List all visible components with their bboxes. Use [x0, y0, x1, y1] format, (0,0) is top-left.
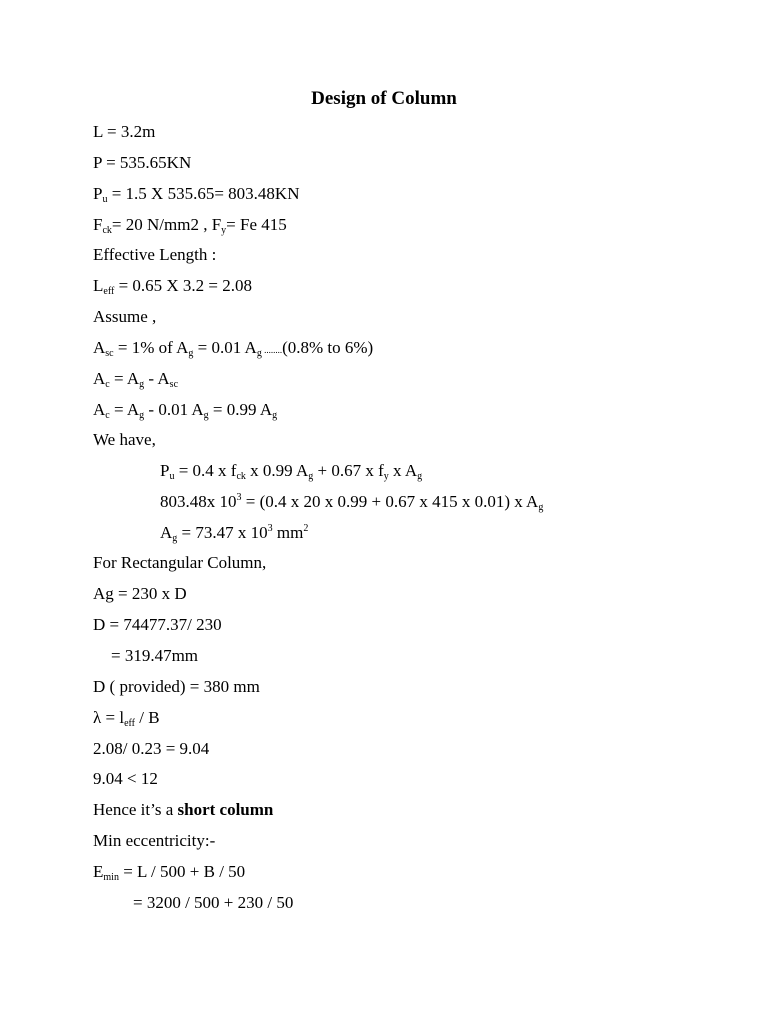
slenderness-line: $\lambda = l_{eff} / B$: [93, 708, 160, 729]
ultimate-load-line: $P_u = 1.5$ X 535.65= 803.48KN: [93, 184, 300, 205]
eccentricity-calc-line: = 3200 / 500 + 230 / 50: [133, 893, 294, 912]
depth-calc-line: D = 74477.37/ 230: [93, 615, 222, 634]
load-line: P = 535.65KN: [93, 153, 192, 172]
steel-area-line: $A_{sc} = 1\%$ of $A_g = 0.01$ $A_g$ ........(0.8% to 6%): [93, 338, 374, 359]
capacity-equation-line: $P_u = 0.4$ x $f_{ck}$ x 0.99 $A_g + 0.67$ x $f_y$ x $A_g$: [160, 461, 423, 482]
we-have-line: We have,: [93, 430, 156, 449]
material-grade-line: $F_{ck}= 20$ N/mm2 , $F_y= Fe$ 415: [93, 215, 287, 236]
length-line: L = 3.2m: [93, 122, 156, 141]
short-column-line: Hence it’s a short column: [93, 800, 274, 819]
area-equation-line: Ag = 230 x D: [93, 584, 187, 603]
effective-length-heading: Effective Length :: [93, 245, 217, 264]
effective-length-line: $L_{eff} = 0.65$ X 3.2 = 2.08: [93, 276, 253, 297]
eccentricity-formula-line: $E_{min} = L / 500 + B / 50$: [93, 862, 246, 883]
depth-result-line: = 319.47mm: [111, 646, 199, 665]
concrete-area-calc-line: $A_c = A_g - 0.01$ $A_g = 0.99$ $A_g$: [93, 400, 278, 421]
rectangular-column-line: For Rectangular Column,: [93, 553, 267, 572]
depth-provided-line: D ( provided) = 380 mm: [93, 677, 260, 696]
slenderness-check-line: 9.04 < 12: [93, 769, 158, 788]
slenderness-calc-line: 2.08/ 0.23 = 9.04: [93, 739, 210, 758]
gross-area-result-line: $A_g = 73.47$ x $10^3$ $mm^2$: [160, 523, 309, 544]
min-eccentricity-heading: Min eccentricity:-: [93, 831, 216, 850]
capacity-substitution-line: 803.48x $10^3 = (0.4$ x 20 x 0.99 + 0.67 x 415 x 0.01) x $A_g$: [160, 492, 544, 513]
page-title: Design of Column: [311, 88, 457, 109]
assume-line: Assume ,: [93, 307, 157, 326]
concrete-area-line: $A_c = A_g - A_{sc}$: [93, 369, 179, 390]
